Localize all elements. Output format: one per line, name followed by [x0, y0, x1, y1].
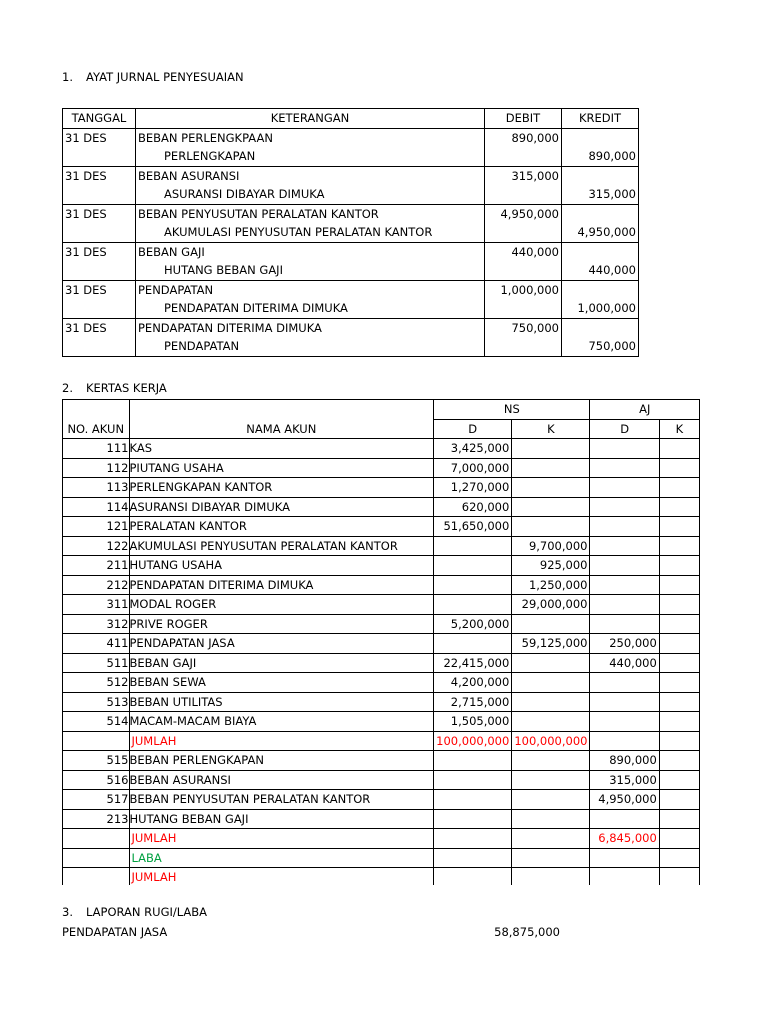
worksheet-total-row — [63, 829, 700, 849]
journal-entry-credit-row — [63, 223, 639, 242]
ns-debit: 2,715,000 — [434, 692, 512, 712]
empty-cell — [562, 204, 639, 223]
ns-credit: 9,700,000 — [512, 536, 590, 556]
entry-date: 31 DES — [63, 128, 136, 147]
entry-date: 31 DES — [63, 280, 136, 299]
empty-cell — [562, 128, 639, 147]
header-date: TANGGAL — [63, 109, 136, 129]
empty-cell — [63, 261, 136, 280]
empty-cell — [512, 848, 590, 868]
entry-debit-amount: 315,000 — [485, 166, 562, 185]
worksheet-profit-row — [63, 848, 700, 868]
empty-cell — [485, 185, 562, 204]
table-row — [63, 497, 700, 517]
worksheet-table — [62, 399, 700, 885]
ns-debit — [434, 595, 512, 615]
ns-debit — [434, 556, 512, 576]
aj-credit — [659, 439, 699, 459]
aj-debit — [590, 673, 659, 693]
aj-credit — [659, 458, 699, 478]
header-account-name: NAMA AKUN — [129, 419, 434, 439]
entry-debit-account: PENDAPATAN DITERIMA DIMUKA — [136, 318, 485, 337]
table-row — [63, 439, 700, 459]
entry-date: 31 DES — [63, 204, 136, 223]
ns-debit — [434, 809, 512, 829]
table-row — [63, 575, 700, 595]
account-name: KAS — [129, 439, 434, 459]
aj-debit: 440,000 — [590, 653, 659, 673]
account-no: 122 — [63, 536, 130, 556]
header-aj: AJ — [590, 400, 700, 420]
worksheet-adjustment-rows — [63, 751, 700, 829]
aj-debit: 4,950,000 — [590, 790, 659, 810]
table-row — [63, 692, 700, 712]
section1-number: 1. — [62, 70, 73, 84]
journal-entry-credit-row — [63, 261, 639, 280]
aj-credit — [659, 809, 699, 829]
empty-cell — [659, 848, 699, 868]
entry-debit-amount: 4,950,000 — [485, 204, 562, 223]
ns-debit: 3,425,000 — [434, 439, 512, 459]
account-name: PIUTANG USAHA — [129, 458, 434, 478]
empty-cell — [485, 223, 562, 242]
aj-credit — [659, 673, 699, 693]
table-row — [63, 790, 700, 810]
journal-entry-credit-row — [63, 337, 639, 356]
empty-cell — [129, 400, 434, 420]
journal-entry-credit-row — [63, 299, 639, 318]
entry-debit-account: BEBAN GAJI — [136, 242, 485, 261]
account-name: PENDAPATAN JASA — [129, 634, 434, 654]
entry-date: 31 DES — [63, 318, 136, 337]
journal-entry-credit-row — [63, 185, 639, 204]
subtotal-label: JUMLAH — [129, 731, 434, 751]
account-name: BEBAN UTILITAS — [129, 692, 434, 712]
worksheet-subtotal-row — [63, 731, 700, 751]
section3-number: 3. — [62, 905, 73, 919]
account-name: BEBAN PENYUSUTAN PERALATAN KANTOR — [129, 790, 434, 810]
account-name: BEBAN PERLENGKAPAN — [129, 751, 434, 771]
account-name: AKUMULASI PENYUSUTAN PERALATAN KANTOR — [129, 536, 434, 556]
aj-debit: 250,000 — [590, 634, 659, 654]
empty-cell — [63, 848, 130, 868]
ns-debit — [434, 575, 512, 595]
entry-debit-amount: 440,000 — [485, 242, 562, 261]
account-no: 512 — [63, 673, 130, 693]
ns-credit — [512, 673, 590, 693]
ns-credit — [512, 458, 590, 478]
ns-credit — [512, 809, 590, 829]
journal-entry-debit-row — [63, 128, 639, 147]
aj-debit — [590, 575, 659, 595]
table-row — [63, 751, 700, 771]
account-no: 513 — [63, 692, 130, 712]
account-no: 311 — [63, 595, 130, 615]
account-name: BEBAN ASURANSI — [129, 770, 434, 790]
account-name: PRIVE ROGER — [129, 614, 434, 634]
empty-cell — [562, 280, 639, 299]
account-no: 212 — [63, 575, 130, 595]
account-no: 111 — [63, 439, 130, 459]
account-no: 312 — [63, 614, 130, 634]
ns-debit: 620,000 — [434, 497, 512, 517]
header-credit: KREDIT — [562, 109, 639, 129]
journal-entry-debit-row — [63, 318, 639, 337]
empty-cell — [63, 337, 136, 356]
worksheet-viewport — [62, 399, 700, 885]
journal-entry-debit-row — [63, 166, 639, 185]
entry-credit-amount: 4,950,000 — [562, 223, 639, 242]
account-name: HUTANG BEBAN GAJI — [129, 809, 434, 829]
empty-cell — [659, 829, 699, 849]
empty-cell — [434, 829, 512, 849]
aj-debit — [590, 614, 659, 634]
adjusting-journal-table — [62, 108, 639, 357]
table-row — [63, 673, 700, 693]
aj-credit — [659, 634, 699, 654]
empty-cell — [63, 868, 130, 886]
account-no: 514 — [63, 712, 130, 732]
subtotal-ns-debit: 100,000,000 — [434, 731, 512, 751]
empty-cell — [659, 731, 699, 751]
empty-cell — [63, 400, 130, 420]
aj-credit — [659, 790, 699, 810]
table-row — [63, 478, 700, 498]
ns-credit — [512, 751, 590, 771]
account-no: 213 — [63, 809, 130, 829]
table-row — [63, 595, 700, 615]
ns-debit — [434, 634, 512, 654]
ns-debit — [434, 536, 512, 556]
account-name: ASURANSI DIBAYAR DIMUKA — [129, 497, 434, 517]
empty-cell — [590, 848, 659, 868]
entry-debit-amount: 750,000 — [485, 318, 562, 337]
income-line-label: PENDAPATAN JASA — [62, 925, 168, 939]
worksheet-rows — [63, 439, 700, 732]
ns-credit — [512, 497, 590, 517]
ns-credit: 59,125,000 — [512, 634, 590, 654]
ns-credit — [512, 478, 590, 498]
ns-credit — [512, 439, 590, 459]
header-ns-credit: K — [512, 419, 590, 439]
aj-debit — [590, 692, 659, 712]
section1-title: AYAT JURNAL PENYESUAIAN — [86, 70, 244, 84]
header-aj-credit: K — [659, 419, 699, 439]
table-row — [63, 712, 700, 732]
ns-debit — [434, 790, 512, 810]
account-no: 516 — [63, 770, 130, 790]
header-aj-debit: D — [590, 419, 659, 439]
aj-debit — [590, 536, 659, 556]
aj-credit — [659, 478, 699, 498]
account-name: HUTANG USAHA — [129, 556, 434, 576]
ns-debit: 1,270,000 — [434, 478, 512, 498]
account-name: BEBAN SEWA — [129, 673, 434, 693]
account-no: 113 — [63, 478, 130, 498]
entry-credit-amount: 750,000 — [562, 337, 639, 356]
entry-credit-amount: 440,000 — [562, 261, 639, 280]
ns-debit: 7,000,000 — [434, 458, 512, 478]
aj-debit — [590, 439, 659, 459]
header-debit: DEBIT — [485, 109, 562, 129]
ns-debit: 51,650,000 — [434, 517, 512, 537]
account-name: PENDAPATAN DITERIMA DIMUKA — [129, 575, 434, 595]
ns-credit — [512, 712, 590, 732]
section3-title: LAPORAN RUGI/LABA — [86, 905, 208, 919]
aj-credit — [659, 517, 699, 537]
aj-debit — [590, 517, 659, 537]
entry-date: 31 DES — [63, 166, 136, 185]
account-no: 211 — [63, 556, 130, 576]
empty-cell — [485, 147, 562, 166]
empty-cell — [512, 829, 590, 849]
profit-label: LABA — [129, 848, 434, 868]
entry-credit-account: AKUMULASI PENYUSUTAN PERALATAN KANTOR — [136, 223, 485, 242]
section2-heading — [62, 381, 167, 395]
entry-date: 31 DES — [63, 242, 136, 261]
journal-entry-debit-row — [63, 242, 639, 261]
aj-credit — [659, 712, 699, 732]
table-row — [63, 556, 700, 576]
table-row — [63, 809, 700, 829]
account-no: 114 — [63, 497, 130, 517]
empty-cell — [63, 731, 130, 751]
account-name: PERALATAN KANTOR — [129, 517, 434, 537]
subtotal-ns-credit: 100,000,000 — [512, 731, 590, 751]
aj-credit — [659, 556, 699, 576]
empty-cell — [63, 147, 136, 166]
empty-cell — [485, 337, 562, 356]
header-description: KETERANGAN — [136, 109, 485, 129]
table-row — [63, 517, 700, 537]
entry-debit-amount: 1,000,000 — [485, 280, 562, 299]
empty-cell — [63, 185, 136, 204]
entry-credit-amount: 315,000 — [562, 185, 639, 204]
ns-credit: 925,000 — [512, 556, 590, 576]
table-row — [63, 536, 700, 556]
account-no: 112 — [63, 458, 130, 478]
aj-credit — [659, 751, 699, 771]
entry-credit-account: PENDAPATAN — [136, 337, 485, 356]
header-ns: NS — [434, 400, 590, 420]
ns-credit — [512, 517, 590, 537]
section3-heading — [62, 905, 207, 919]
income-line-value: 58,875,000 — [494, 925, 560, 939]
account-no: 511 — [63, 653, 130, 673]
account-no: 121 — [63, 517, 130, 537]
header-account-no: NO. AKUN — [63, 419, 130, 439]
header-ns-debit: D — [434, 419, 512, 439]
account-name: BEBAN GAJI — [129, 653, 434, 673]
entry-debit-account: BEBAN ASURANSI — [136, 166, 485, 185]
subtotal-aj-debit — [590, 731, 659, 751]
entry-credit-account: HUTANG BEBAN GAJI — [136, 261, 485, 280]
entry-debit-account: BEBAN PERLENGKPAAN — [136, 128, 485, 147]
ns-debit — [434, 751, 512, 771]
empty-cell — [434, 868, 512, 886]
section2-number: 2. — [62, 381, 73, 395]
entry-debit-account: PENDAPATAN — [136, 280, 485, 299]
empty-cell — [512, 868, 590, 886]
ns-credit: 29,000,000 — [512, 595, 590, 615]
ns-debit: 1,505,000 — [434, 712, 512, 732]
aj-debit: 315,000 — [590, 770, 659, 790]
ns-debit — [434, 770, 512, 790]
aj-credit — [659, 770, 699, 790]
account-no: 411 — [63, 634, 130, 654]
account-name: PERLENGKAPAN KANTOR — [129, 478, 434, 498]
account-no: 515 — [63, 751, 130, 771]
ns-credit — [512, 653, 590, 673]
worksheet-grand-total-row — [63, 868, 700, 886]
account-name: MACAM-MACAM BIAYA — [129, 712, 434, 732]
aj-credit — [659, 575, 699, 595]
aj-debit — [590, 809, 659, 829]
account-no: 517 — [63, 790, 130, 810]
journal-entry-debit-row — [63, 280, 639, 299]
ns-credit — [512, 770, 590, 790]
journal-entry-credit-row — [63, 147, 639, 166]
ns-debit: 4,200,000 — [434, 673, 512, 693]
aj-debit — [590, 497, 659, 517]
entry-debit-amount: 890,000 — [485, 128, 562, 147]
empty-cell — [659, 868, 699, 886]
entry-debit-account: BEBAN PENYUSUTAN PERALATAN KANTOR — [136, 204, 485, 223]
section2-title: KERTAS KERJA — [86, 381, 167, 395]
empty-cell — [562, 242, 639, 261]
entry-credit-account: ASURANSI DIBAYAR DIMUKA — [136, 185, 485, 204]
empty-cell — [590, 868, 659, 886]
empty-cell — [63, 829, 130, 849]
empty-cell — [63, 223, 136, 242]
table-row — [63, 458, 700, 478]
empty-cell — [562, 166, 639, 185]
worksheet-group-header-row — [63, 400, 700, 420]
aj-credit — [659, 614, 699, 634]
ns-credit — [512, 614, 590, 634]
table-header-row — [63, 109, 639, 129]
total-label: JUMLAH — [129, 829, 434, 849]
ns-credit — [512, 790, 590, 810]
aj-debit — [590, 458, 659, 478]
aj-credit — [659, 653, 699, 673]
ns-debit: 5,200,000 — [434, 614, 512, 634]
aj-credit — [659, 497, 699, 517]
aj-credit — [659, 692, 699, 712]
entry-credit-account: PERLENGKAPAN — [136, 147, 485, 166]
aj-debit — [590, 595, 659, 615]
entry-credit-amount: 890,000 — [562, 147, 639, 166]
aj-debit — [590, 478, 659, 498]
ns-debit: 22,415,000 — [434, 653, 512, 673]
empty-cell — [485, 261, 562, 280]
table-row — [63, 770, 700, 790]
entry-credit-amount: 1,000,000 — [562, 299, 639, 318]
ns-credit: 1,250,000 — [512, 575, 590, 595]
empty-cell — [562, 318, 639, 337]
account-name: MODAL ROGER — [129, 595, 434, 615]
empty-cell — [63, 299, 136, 318]
table-row — [63, 653, 700, 673]
total-aj-debit: 6,845,000 — [590, 829, 659, 849]
aj-debit — [590, 556, 659, 576]
journal-entry-debit-row — [63, 204, 639, 223]
worksheet-header-row — [63, 419, 700, 439]
entry-credit-account: PENDAPATAN DITERIMA DIMUKA — [136, 299, 485, 318]
table-row — [63, 634, 700, 654]
empty-cell — [434, 848, 512, 868]
grand-total-label: JUMLAH — [129, 868, 434, 886]
section1-heading — [62, 70, 244, 84]
aj-debit: 890,000 — [590, 751, 659, 771]
aj-debit — [590, 712, 659, 732]
empty-cell — [485, 299, 562, 318]
ns-credit — [512, 692, 590, 712]
aj-credit — [659, 595, 699, 615]
table-row — [63, 614, 700, 634]
aj-credit — [659, 536, 699, 556]
